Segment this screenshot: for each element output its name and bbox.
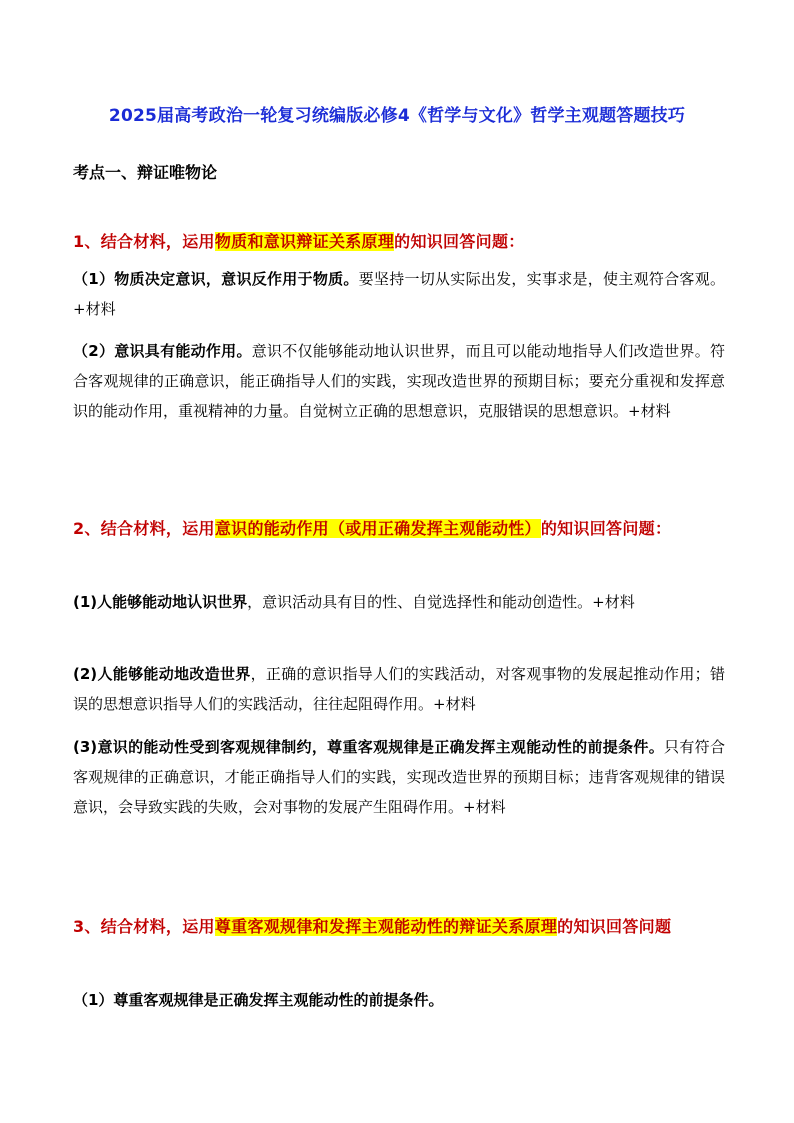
question-3-prefix: 3、结合材料，运用 [73,917,215,936]
q3-item-1 [73,985,725,1015]
question-2-heading [73,512,723,546]
question-3-highlight: 尊重客观规律和发挥主观能动性的辩证关系原理 [214,917,558,936]
q2-item-3-bold: (3)意识的能动性受到客观规律制约，尊重客观规律是正确发挥主观能动性的前提条件。 [73,738,665,756]
q2-item-1-bold: (1)人能够能动地认识世界 [73,593,248,611]
question-2-highlight: 意识的能动作用（或用正确发挥主观能动性） [214,519,541,538]
q3-item-1-bold: （1）尊重客观规律是正确发挥主观能动性的前提条件。 [73,991,444,1009]
question-1-prefix: 1、结合材料，运用 [73,232,215,251]
section-heading: 考点一、辩证唯物论 [73,163,218,182]
q1-item-1 [73,264,725,324]
question-3-suffix: 的知识回答问题 [557,917,672,936]
q1-item-1-text: 要坚持一切从实际出发，实事求是，使主观符合客观。+材料 [73,270,725,318]
q2-item-2 [73,659,725,719]
q2-item-3 [73,732,725,822]
question-1-heading [73,225,723,259]
question-2-prefix: 2、结合材料，运用 [73,519,215,538]
document-title: 2025届高考政治一轮复习统编版必修4《哲学与文化》哲学主观题答题技巧 [108,106,686,126]
question-1-highlight: 物质和意识辩证关系原理 [214,232,395,251]
q2-item-1 [73,587,725,617]
q1-item-2-text: 意识不仅能够能动地认识世界，而且可以能动地指导人们改造世界。符合客观规律的正确意识，能正确指导人们的实践，实现改造世界的预期目标；要充分重视和发挥意识的能动作用，重视精神的力量。自觉树立正确的思想意识，克服错误的思想意识。+材料 [73,342,725,420]
question-2-suffix: 的知识回答问题： [540,519,672,538]
q1-item-2-bold: （2）意识具有能动作用。 [73,342,252,360]
q2-item-3-text: 只有符合客观规律的正确意识，才能正确指导人们的实践，实现改造世界的预期目标；违背客观规律的错误意识，会导致实践的失败，会对事物的发展产生阻碍作用。+材料 [73,738,725,816]
q2-item-2-text: ，正确的意识指导人们的实践活动，对客观事物的发展起推动作用；错误的思想意识指导人们的实践活动，往往起阻碍作用。+材料 [73,665,725,713]
q2-item-1-text: ，意识活动具有目的性、自觉选择性和能动创造性。+材料 [247,593,635,611]
q1-item-1-bold: （1）物质决定意识，意识反作用于物质。 [73,270,359,288]
q1-item-2 [73,336,725,426]
q2-item-2-bold: (2)人能够能动地改造世界 [73,665,251,683]
question-1-suffix: 的知识回答问题： [394,232,525,251]
question-3-heading [73,910,723,944]
